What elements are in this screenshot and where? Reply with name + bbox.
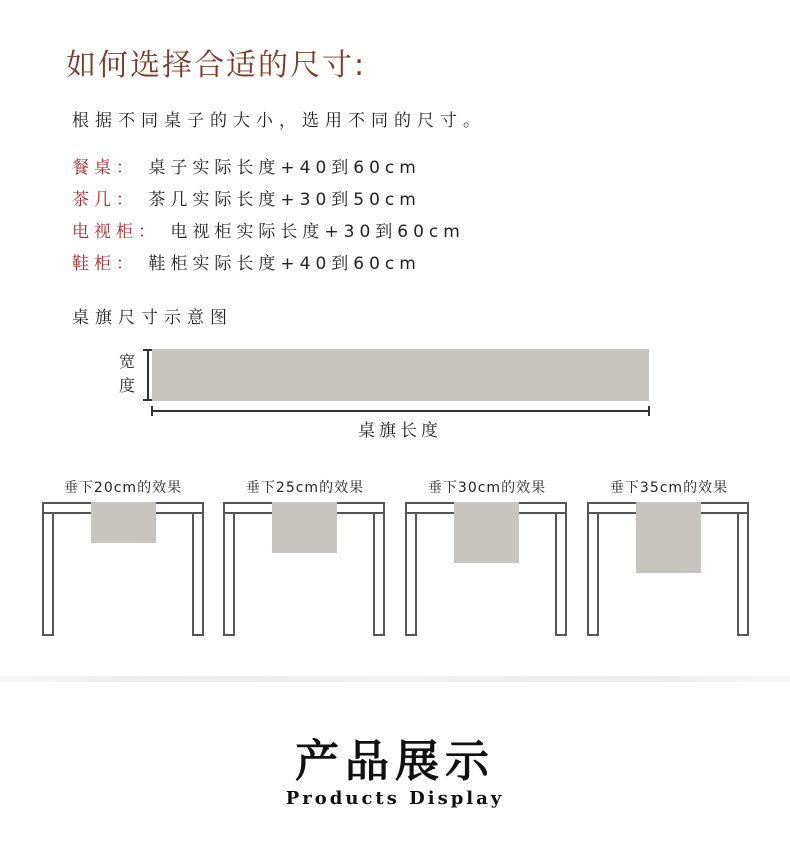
rule-shoe-cabinet <box>72 249 421 274</box>
drop-label: 垂下30cm的效果 <box>427 480 547 496</box>
width-label: 宽度 <box>118 352 135 395</box>
rule-value: 鞋柜实际长度+40到60cm <box>148 254 421 274</box>
rule-dining-table <box>72 153 421 178</box>
rule-label: 电视柜： <box>72 222 160 242</box>
drop-label: 垂下25cm的效果 <box>245 480 365 496</box>
table-leg <box>737 512 749 636</box>
intro-text: 根据不同桌子的大小，选用不同的尺寸。 <box>72 111 486 131</box>
table-leg <box>192 512 204 636</box>
rule-label: 茶几： <box>72 190 138 210</box>
table-top <box>405 502 567 514</box>
rule-label: 鞋柜： <box>72 254 138 274</box>
table-runner-drop <box>91 502 156 543</box>
length-dimension-cap <box>151 406 153 416</box>
section-title: 产品展示 <box>295 736 495 787</box>
table-runner-drop <box>454 502 519 563</box>
rule-tv-cabinet <box>72 217 465 242</box>
drop-label: 垂下20cm的效果 <box>63 480 183 496</box>
rule-value: 电视柜实际长度+30到60cm <box>170 222 465 242</box>
width-dimension-line <box>147 349 149 401</box>
drop-label: 垂下35cm的效果 <box>609 480 729 496</box>
table-top <box>223 502 385 514</box>
table-leg <box>405 512 417 636</box>
rule-value: 桌子实际长度+40到60cm <box>148 158 421 178</box>
section-divider <box>0 676 790 682</box>
table-top <box>42 502 204 514</box>
section-subtitle: Products Display <box>285 788 505 809</box>
rule-coffee-table <box>72 185 421 210</box>
table-leg <box>223 512 235 636</box>
table-leg <box>42 512 54 636</box>
rule-label: 餐桌： <box>72 158 138 178</box>
diagram-title: 桌旗尺寸示意图 <box>72 308 233 328</box>
page-heading: 如何选择合适的尺寸: <box>66 48 367 83</box>
table-runner-drop <box>636 502 701 573</box>
length-dimension-line <box>152 410 649 412</box>
length-label: 桌旗长度 <box>358 421 442 441</box>
length-dimension-cap <box>648 406 650 416</box>
table-leg <box>373 512 385 636</box>
table-leg <box>587 512 599 636</box>
table-runner-diagram <box>152 349 649 401</box>
table-leg <box>555 512 567 636</box>
table-top <box>587 502 749 514</box>
rule-value: 茶几实际长度+30到50cm <box>148 190 421 210</box>
table-runner-drop <box>272 502 337 553</box>
